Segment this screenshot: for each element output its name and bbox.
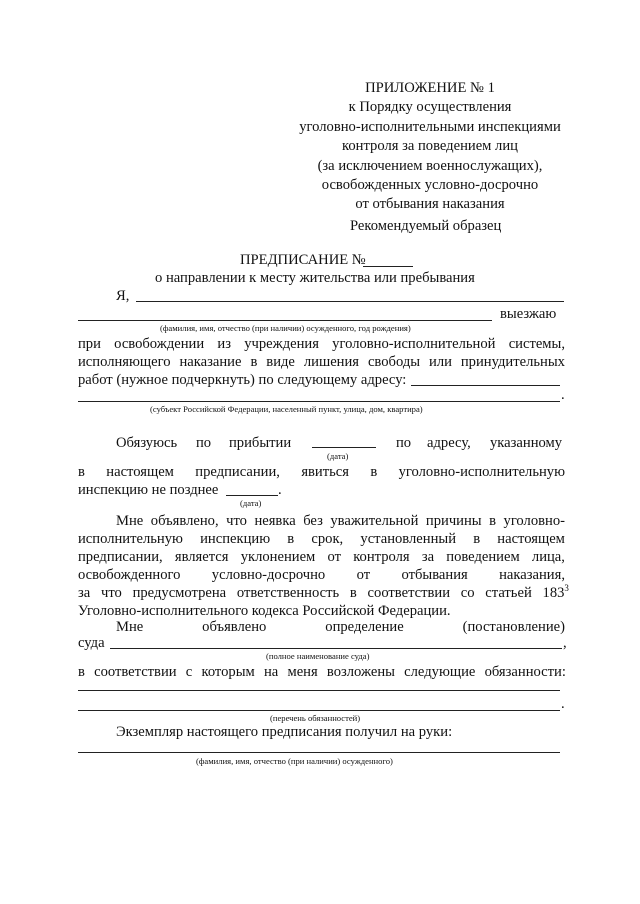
announce-line-2: исполнительную инспекцию в срок, установленный в настоящем xyxy=(78,531,565,547)
appendix-line-6: освобожденных условно-досрочно xyxy=(321,177,539,194)
deadline-end-dot: . xyxy=(278,482,282,498)
word-po-2: по xyxy=(396,435,412,451)
ya-label: Я, xyxy=(116,288,130,304)
appendix-title: ПРИЛОЖЕНИЕ № 1 xyxy=(365,80,495,96)
caption-deadline-date: (дата) xyxy=(240,498,262,508)
duties-line-2 xyxy=(78,710,560,711)
appendix-header xyxy=(280,79,580,215)
address-line-2 xyxy=(78,401,560,402)
caption-person: (фамилия, имя, отчество (при наличии) осужденного, год рождения) xyxy=(160,323,411,333)
caption-duties: (перечень обязанностей) xyxy=(270,713,361,723)
court-word: суда xyxy=(78,635,105,651)
address-end-dot: . xyxy=(561,387,565,403)
announce-line-4: освобожденного условно-досрочно от отбывания наказания, xyxy=(78,567,565,583)
word-ukazannomu: указанному xyxy=(490,435,563,451)
duties-line-1 xyxy=(78,690,560,691)
order-number-line xyxy=(363,266,413,267)
arrival-date-line xyxy=(312,447,376,448)
leaving-word: выезжаю xyxy=(500,306,557,322)
order-subtitle: о направлении к месту жительства или пребывания xyxy=(155,270,475,286)
release-line-1: при освобождении из учреждения уголовно-исполнительной системы, xyxy=(78,336,565,352)
announce-line-5: за что предусмотрена ответственность в соответствии со статьей $183^3$ xyxy=(78,583,569,601)
article-superscript: 3 xyxy=(564,583,569,594)
word-obyazuyus: Обязуюсь xyxy=(116,435,178,451)
person-line-1 xyxy=(136,301,564,302)
court-name-line xyxy=(110,648,562,649)
sample-note: Рекомендуемый образец xyxy=(350,218,502,234)
duties-line: в соответствии с которым на меня возложены следующие обязанности: xyxy=(78,664,566,680)
release-line-3: работ (нужное подчеркнуть) по следующему адресу: xyxy=(78,372,407,388)
address-line-1 xyxy=(411,385,560,386)
appendix-line-3: уголовно-исполнительными инспекциями xyxy=(299,118,561,135)
appendix-line-7: от отбывания наказания xyxy=(355,196,505,213)
caption-address: (субъект Российской Федерации, населенный пункт, улица, дом, квартира) xyxy=(150,404,423,414)
person-line-2 xyxy=(78,320,492,321)
release-line-2: исполняющего наказание в виде лишения свободы или принудительных xyxy=(78,354,565,370)
caption-arrival-date: (дата) xyxy=(327,451,349,461)
caption-court: (полное наименование суда) xyxy=(266,651,370,661)
receipt-text: Экземпляр настоящего предписания получил на руки: xyxy=(116,724,453,740)
appendix-line-4: контроля за поведением лиц xyxy=(342,138,518,155)
word-po-1: по xyxy=(196,435,212,451)
word-adresu: адресу, xyxy=(427,435,471,451)
announce-line-6: Уголовно-исполнительного кодекса Российской Федерации. xyxy=(78,603,451,619)
deadline-date-line xyxy=(226,495,278,496)
announce-line-3: предписании, является уклонением от контроля за поведением лица, xyxy=(78,549,565,565)
announce-line-1: Мне объявлено, что неявка без уважительной причины в уголовно- xyxy=(116,513,565,529)
appendix-line-2: к Порядку осуществления xyxy=(348,99,512,116)
order-title: ПРЕДПИСАНИЕ № xyxy=(240,252,366,268)
duties-end-dot: . xyxy=(561,696,565,712)
appendix-line-5: (за исключением военнослужащих), xyxy=(317,157,543,174)
receipt-signature-line xyxy=(78,752,560,753)
court-comma: , xyxy=(563,635,567,651)
court-line-1: Мне объявлено определение (постановление) xyxy=(116,619,565,635)
word-pribytii: прибытии xyxy=(229,435,292,451)
caption-receipt: (фамилия, имя, отчество (при наличии) осужденного) xyxy=(196,756,393,766)
obligation-line-3: инспекцию не позднее xyxy=(78,482,219,498)
obligation-line-2: в настоящем предписании, явиться в уголовно-исполнительную xyxy=(78,464,565,480)
